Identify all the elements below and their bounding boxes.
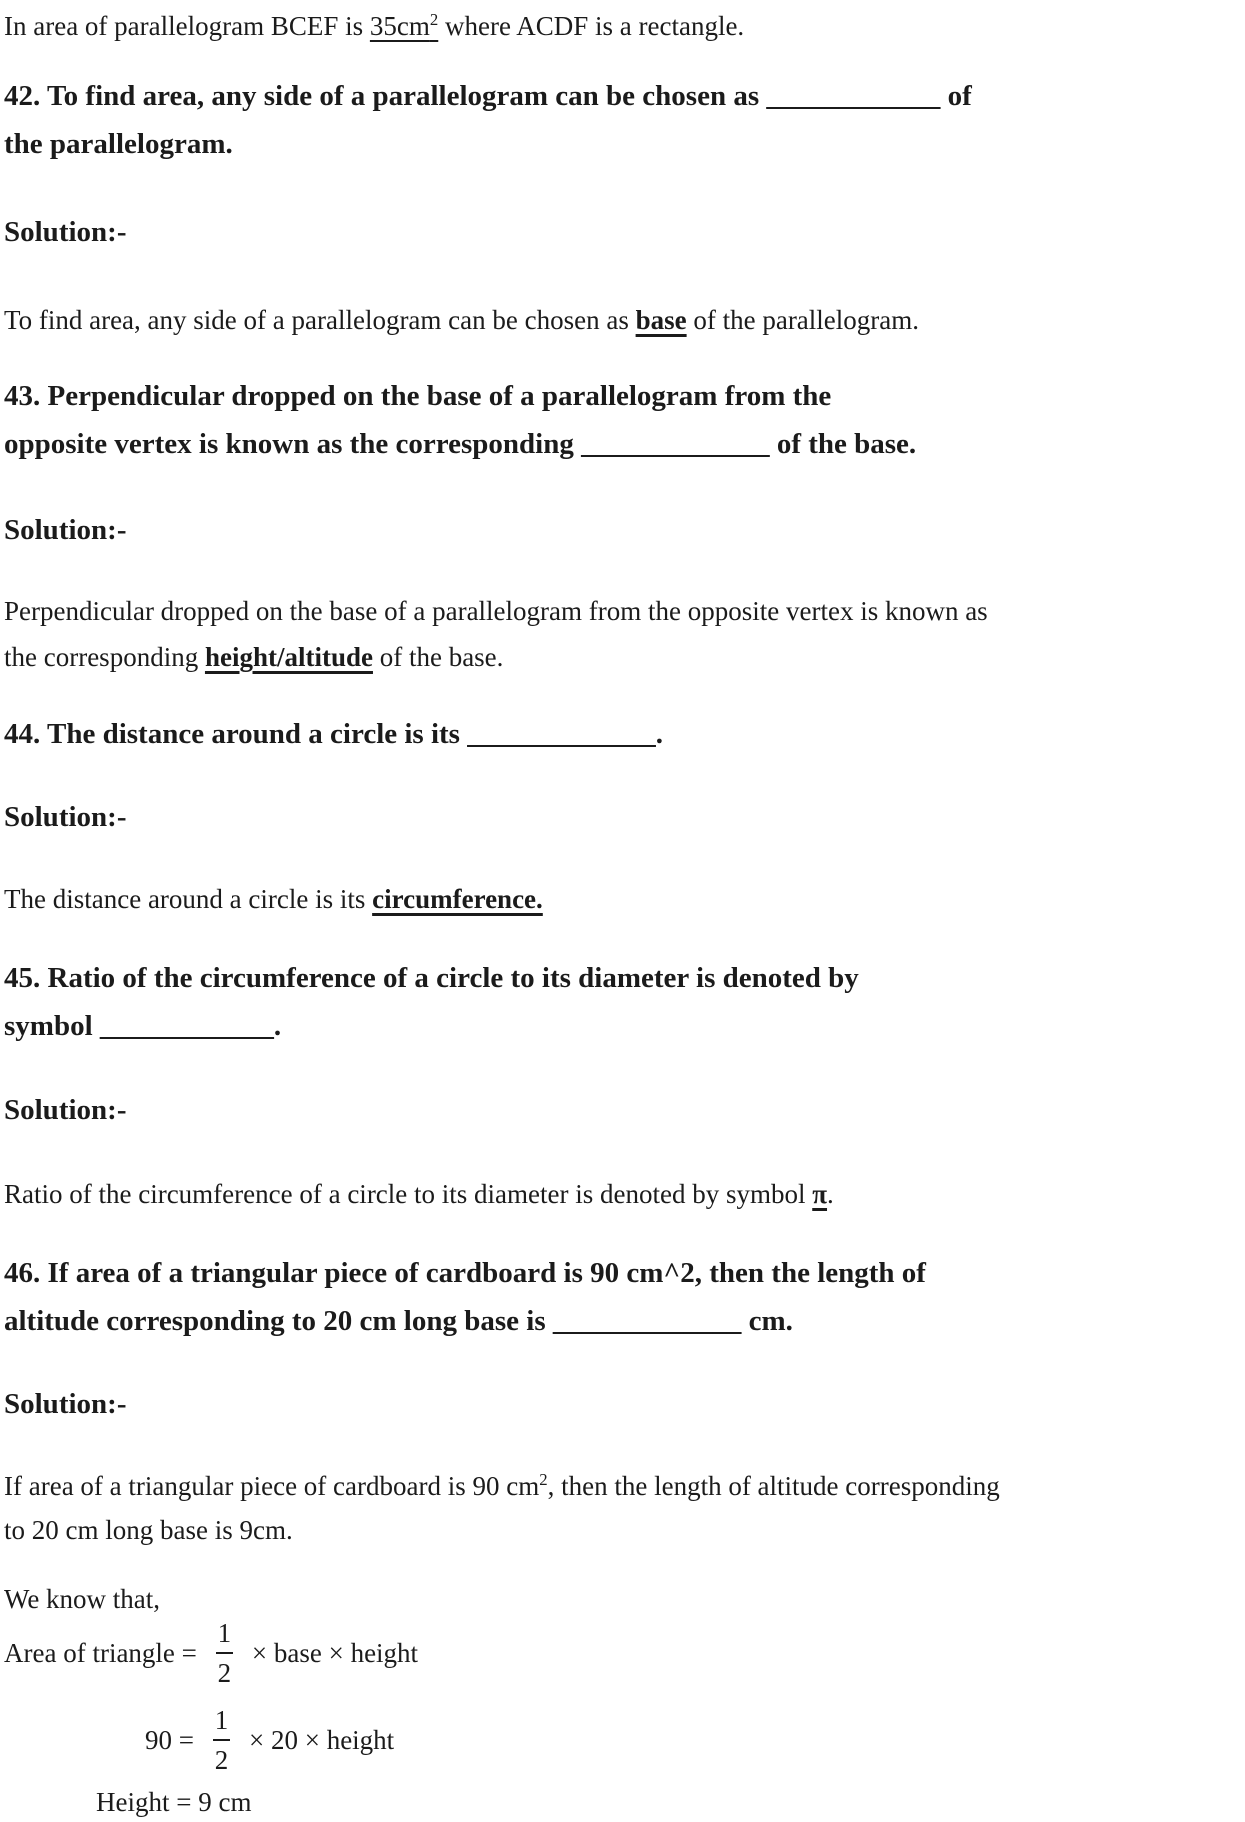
keyword-base: base	[635, 305, 687, 335]
answer-46	[4, 1464, 1241, 1552]
answer-42-prefix: To find area, any side of a parallelogram can be chosen as	[4, 305, 636, 335]
question-43-heading	[4, 372, 1241, 468]
answer-42-suffix: of the parallelogram.	[686, 305, 920, 335]
fraction-denominator: 2	[213, 1739, 231, 1777]
formula-area-lhs: Area of triangle =	[4, 1638, 204, 1668]
solution-label-43: Solution:-	[4, 514, 127, 546]
solution-label-44: Solution:-	[4, 801, 127, 833]
answer-45	[4, 1172, 1241, 1216]
question-42-line-1: 42. To find area, any side of a parallelogram can be chosen as ____________ of	[4, 80, 972, 112]
question-46-line-1: 46. If area of a triangular piece of cardboard is 90 cm^2, then the length of	[4, 1257, 926, 1289]
answer-43-line-2	[4, 634, 1241, 680]
superscript-2: 2	[429, 10, 439, 29]
answer-43	[4, 588, 1241, 680]
answer-42	[4, 298, 1241, 342]
keyword-pi-symbol: π	[812, 1179, 828, 1209]
answer-43-line-2-suffix: of the base.	[372, 642, 504, 672]
answer-43-line-2-prefix: the corresponding	[4, 642, 205, 672]
answer-45-suffix: .	[827, 1179, 834, 1209]
superscript-2: 2	[539, 1470, 548, 1489]
intro-text-prefix: In area of parallelogram BCEF is	[4, 11, 370, 41]
solution-label-45: Solution:-	[4, 1094, 127, 1126]
answer-45-prefix: Ratio of the circumference of a circle to its diameter is denoted by symbol	[4, 1179, 813, 1209]
formula-area-rhs: × base × height	[245, 1638, 419, 1668]
keyword-circumference: circumference.	[372, 884, 543, 914]
solution-label-46: Solution:-	[4, 1388, 127, 1420]
question-45-heading	[4, 954, 1241, 1050]
formula-substitution	[4, 1703, 1241, 1777]
solution-label-42: Solution:-	[4, 216, 127, 248]
question-46-line-2: altitude corresponding to 20 cm long base is _____________ cm.	[4, 1305, 793, 1337]
question-45-line-1: 45. Ratio of the circumference of a circle to its diameter is denoted by	[4, 962, 859, 994]
question-42-heading	[4, 72, 1241, 168]
question-43-line-2: opposite vertex is known as the corresponding _____________ of the base.	[4, 428, 917, 460]
question-46-heading	[4, 1249, 1241, 1345]
formula-result: Height = 9 cm	[96, 1787, 252, 1817]
answer-46-line-1-prefix: If area of a triangular piece of cardboard is 90 cm	[4, 1471, 540, 1501]
intro-paragraph	[4, 4, 1241, 48]
answer-46-line-1-suffix: , then the length of altitude corresponding	[547, 1471, 1000, 1501]
fraction-one-half	[213, 1703, 231, 1777]
we-know-that-text: We know that,	[4, 1584, 161, 1614]
answer-44	[4, 877, 1241, 921]
answer-44-prefix: The distance around a circle is its	[4, 884, 373, 914]
question-42-line-2: the parallelogram.	[4, 128, 233, 160]
answer-46-line-1	[4, 1464, 1241, 1508]
fraction-one-half	[216, 1616, 234, 1690]
question-43-line-1: 43. Perpendicular dropped on the base of a parallelogram from the	[4, 380, 832, 412]
formula-sub-lhs: 90 =	[145, 1725, 201, 1755]
intro-text-suffix: where ACDF is a rectangle.	[438, 11, 745, 41]
fraction-numerator: 1	[214, 1705, 229, 1735]
formula-sub-rhs: × 20 × height	[242, 1725, 395, 1755]
answer-46-line-2: to 20 cm long base is 9cm.	[4, 1515, 293, 1545]
question-45-line-2: symbol ____________.	[4, 1010, 282, 1042]
underlined-area-value: $35cm^2$	[369, 10, 439, 41]
fraction-denominator: 2	[216, 1652, 234, 1690]
answer-43-line-1: Perpendicular dropped on the base of a parallelogram from the opposite vertex is known as	[4, 596, 988, 626]
question-44-heading: 44. The distance around a circle is its _____________.	[4, 718, 663, 750]
fraction-numerator: 1	[217, 1618, 232, 1648]
formula-area-of-triangle	[4, 1616, 1241, 1690]
keyword-height-altitude: height/altitude	[204, 642, 373, 672]
